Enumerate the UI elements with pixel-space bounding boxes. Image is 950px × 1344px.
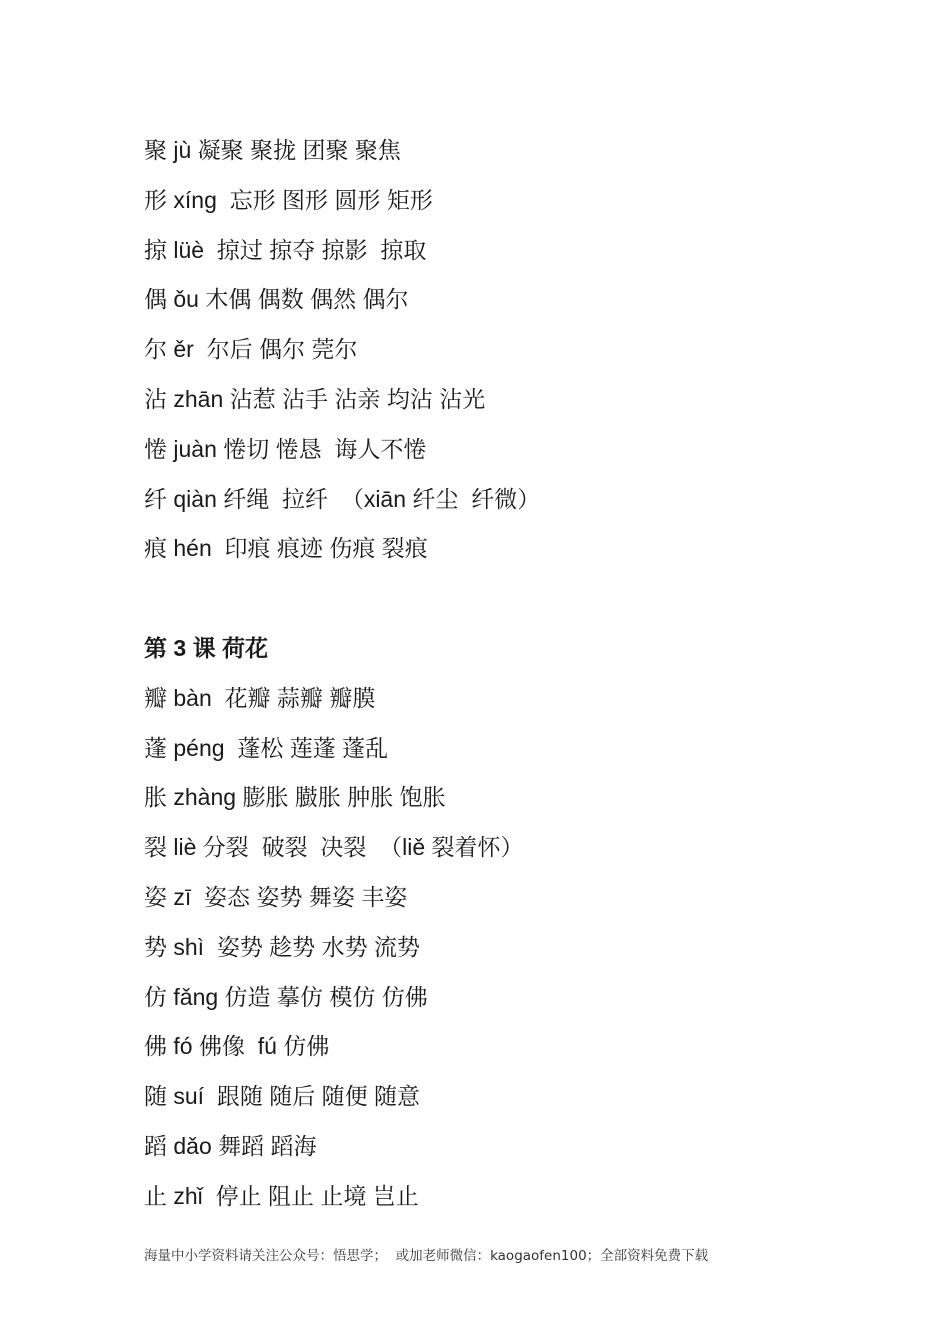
vocab-line: 势 shì 姿势 趁势 水势 流势 <box>144 933 421 960</box>
vocab-line: 纤 qiàn 纤绳 拉纤 （xiān 纤尘 纤微） <box>144 485 541 512</box>
vocab-line: 蹈 dǎo 舞蹈 蹈海 <box>144 1132 317 1159</box>
section-spacer <box>144 574 844 624</box>
page-footer: 海量中小学资料请关注公众号：悟思学； 或加老师微信：kaogaofen100；全部资料免费下载 <box>144 1248 709 1264</box>
vocab-line: 仿 fǎng 仿造 摹仿 模仿 仿佛 <box>144 983 428 1010</box>
vocab-line: 掠 lüè 掠过 掠夺 掠影 掠取 <box>144 236 427 263</box>
vocab-line: 胀 zhàng 膨胀 臌胀 肿胀 饱胀 <box>144 784 446 811</box>
vocab-line: 痕 hén 印痕 痕迹 伤痕 裂痕 <box>144 535 428 562</box>
vocab-line: 惓 juàn 惓切 惓恳 诲人不惓 <box>144 435 427 462</box>
vocab-line: 聚 jù 凝聚 聚拢 团聚 聚焦 <box>144 137 401 163</box>
lesson-heading: 第 3 课 荷花 <box>144 634 268 661</box>
vocab-line: 沾 zhān 沾惹 沾手 沾亲 均沾 沾光 <box>144 385 486 412</box>
vocab-line: 裂 liè 分裂 破裂 决裂 （liě 裂着怀） <box>144 834 524 861</box>
vocab-line: 蓬 péng 蓬松 莲蓬 蓬乱 <box>144 734 389 761</box>
document-content <box>144 126 844 1222</box>
vocab-line: 瓣 bàn 花瓣 蒜瓣 瓣膜 <box>144 684 376 711</box>
vocab-line: 随 suí 跟随 随后 随便 随意 <box>144 1083 421 1110</box>
vocab-line: 止 zhǐ 停止 阻止 止境 岂止 <box>144 1182 419 1209</box>
vocab-line: 尔 ěr 尔后 偶尔 莞尔 <box>144 336 358 363</box>
vocab-line: 佛 fó 佛像 fú 仿佛 <box>144 1033 330 1060</box>
vocab-line: 形 xíng 忘形 图形 圆形 矩形 <box>144 186 433 213</box>
vocab-line: 姿 zī 姿态 姿势 舞姿 丰姿 <box>144 883 408 910</box>
vocab-line: 偶 ǒu 木偶 偶数 偶然 偶尔 <box>144 286 409 313</box>
